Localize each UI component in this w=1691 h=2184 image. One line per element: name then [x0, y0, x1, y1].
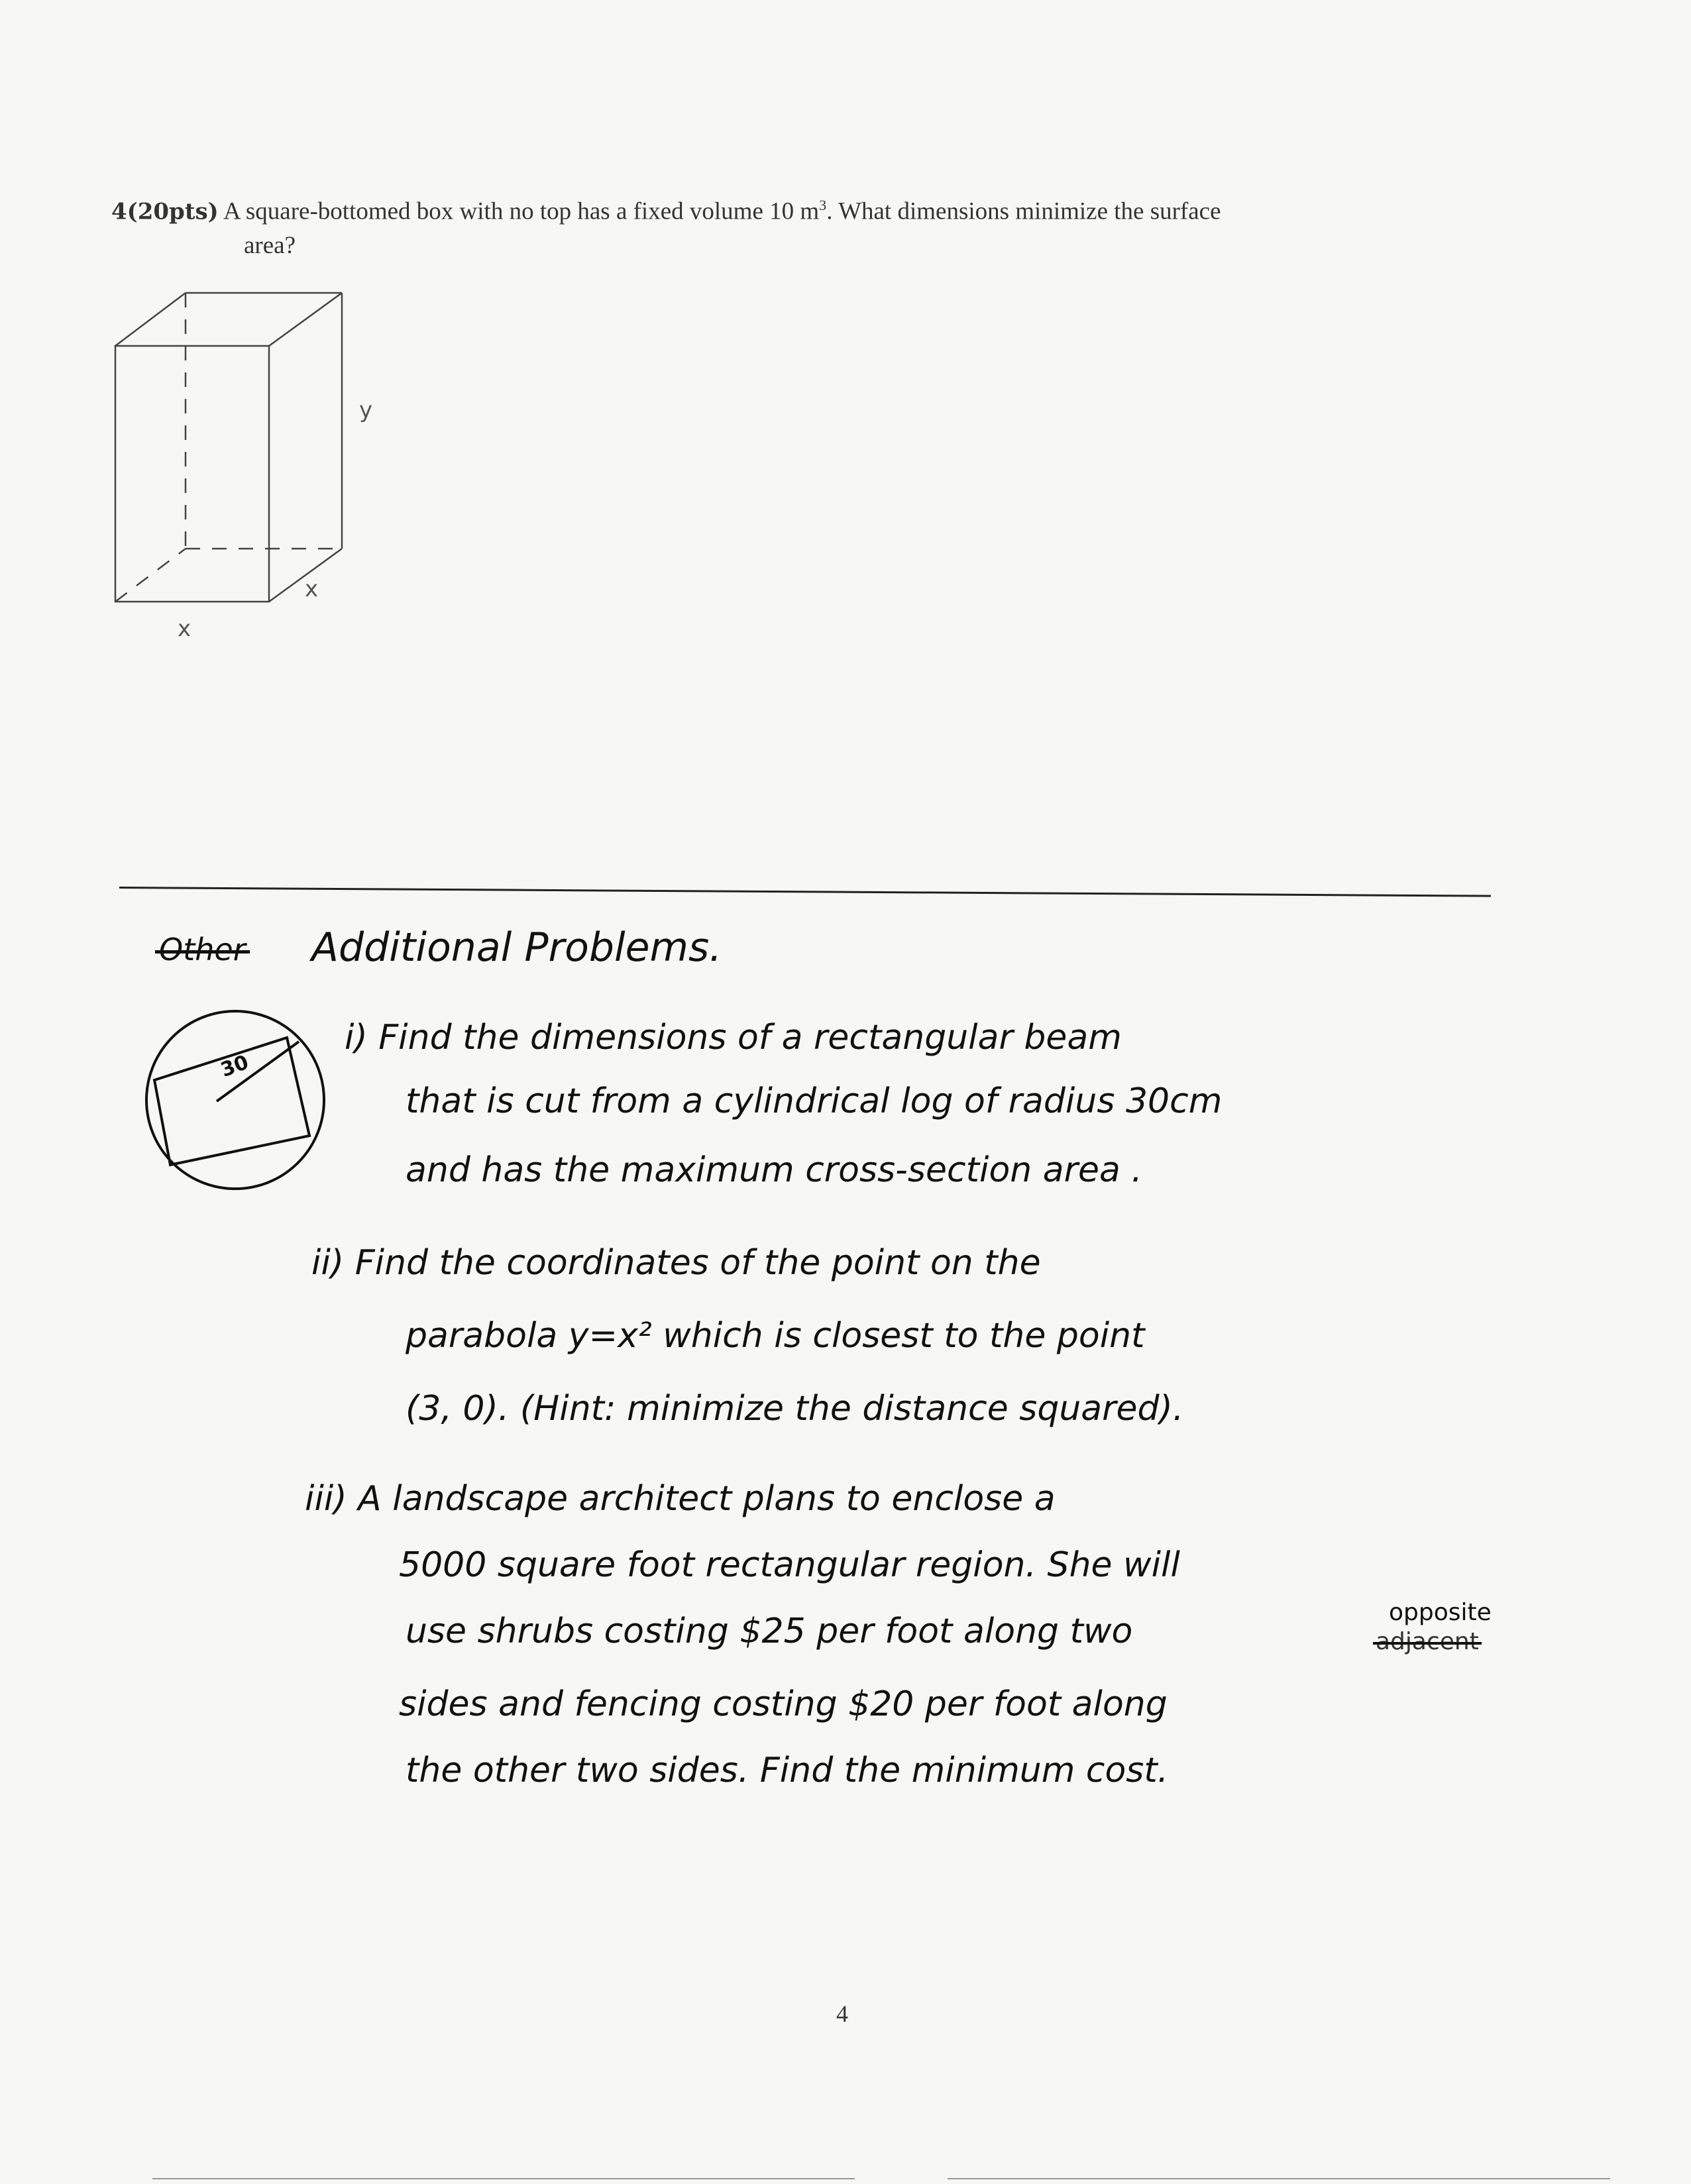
problem-text-line2: area?: [244, 232, 296, 260]
problem-iii-line-2: 5000 square foot rectangular region. She will: [399, 1545, 1180, 1585]
box-front-face: [115, 346, 269, 602]
problem-i-line-1: i) Find the dimensions of a rectangular beam: [345, 1018, 1122, 1058]
radius-label: 30: [217, 1050, 252, 1082]
problem-ii-line-3: (3, 0). (Hint: minimize the distance squared).: [406, 1389, 1184, 1429]
problem-iii-line-5: the other two sides. Find the minimum cost.: [406, 1751, 1169, 1790]
problem-number: 4(20pts): [111, 198, 219, 225]
problem-iii-line-1: iii) A landscape architect plans to enclose a: [305, 1479, 1056, 1519]
struck-word-other: Other: [159, 932, 246, 967]
box-top-right-edge: [269, 293, 342, 346]
problem-i-line-3: and has the maximum cross-section area .: [406, 1150, 1142, 1190]
problem-text-line1: A square-bottomed box with no top has a fixed volume 10 m: [223, 197, 820, 225]
struck-word-adjacent: adjacent: [1376, 1628, 1479, 1655]
box-hidden-bottom-left-edge: [115, 549, 186, 602]
label-x-side: x: [305, 576, 319, 602]
problem-4-statement: [111, 188, 1516, 263]
log-circle: [146, 1011, 324, 1189]
additional-problems-heading: Additional Problems.: [311, 924, 722, 971]
problem-iii-line-3: use shrubs costing $25 per foot along two: [406, 1611, 1133, 1651]
bottom-edge-left: [152, 2178, 855, 2179]
problem-iii-line-4: sides and fencing costing $20 per foot along: [399, 1684, 1168, 1724]
label-x-front: x: [178, 616, 191, 642]
problem-ii-line-1: ii) Find the coordinates of the point on the: [311, 1243, 1041, 1283]
label-y: y: [359, 397, 373, 423]
problem-i-line-2: that is cut from a cylindrical log of radius 30cm: [406, 1081, 1223, 1121]
problem-ii-line-2: parabola y=x² which is closest to the point: [406, 1316, 1145, 1356]
section-divider: [119, 887, 1491, 897]
problem-text-line1-end: . What dimensions minimize the surface: [826, 197, 1221, 225]
box-top-left-edge: [115, 293, 186, 346]
bottom-edge-right: [948, 2178, 1610, 2179]
inserted-word-opposite: opposite: [1389, 1599, 1492, 1626]
page-number: 4: [836, 2000, 848, 2027]
box-diagram: [106, 285, 384, 656]
log-cross-section-diagram: [136, 1001, 335, 1199]
volume-exponent: 3: [819, 197, 827, 213]
